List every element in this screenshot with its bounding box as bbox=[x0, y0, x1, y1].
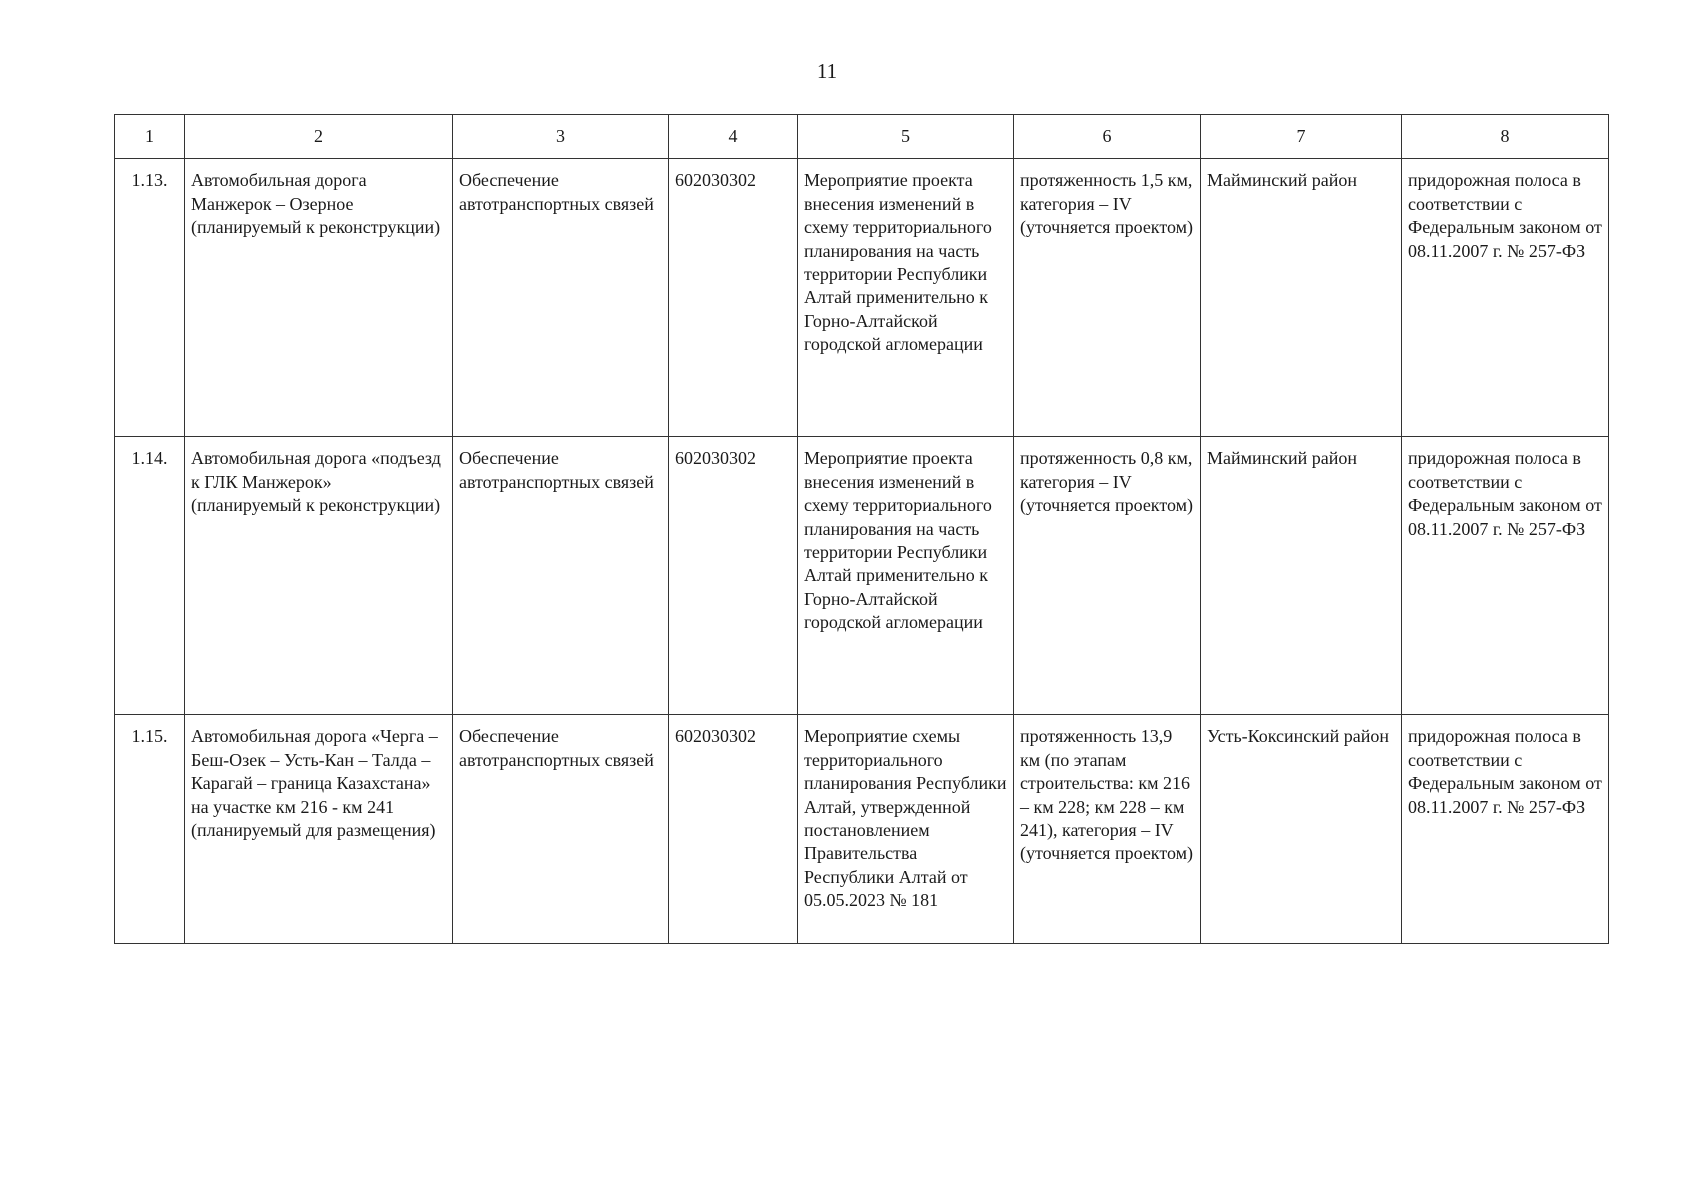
column-header: 2 bbox=[185, 115, 453, 159]
table-row bbox=[115, 437, 1609, 715]
object-name-cell: Автомобильная дорога «Черга – Беш-Озек – Усть-Кан – Талда – Карагай – граница Казахстана» на участке км 216 - км 241 (планируемый для размещения) bbox=[185, 715, 453, 944]
purpose-cell: Обеспечение автотранспортных связей bbox=[453, 715, 669, 944]
code-cell: 602030302 bbox=[669, 159, 798, 437]
table-header-row bbox=[115, 115, 1609, 159]
row-number: 1.15. bbox=[115, 715, 185, 944]
purpose-cell: Обеспечение автотранспортных связей bbox=[453, 437, 669, 715]
table-row bbox=[115, 715, 1609, 944]
characteristics-cell: протяженность 13,9 км (по этапам строительства: км 216 – км 228; км 228 – км 241), категория – IV (уточняется проектом) bbox=[1014, 715, 1201, 944]
column-header: 1 bbox=[115, 115, 185, 159]
purpose-cell: Обеспечение автотранспортных связей bbox=[453, 159, 669, 437]
zone-cell: придорожная полоса в соответствии с Федеральным законом от 08.11.2007 г. № 257-ФЗ bbox=[1402, 159, 1609, 437]
column-header: 5 bbox=[798, 115, 1014, 159]
object-name-cell: Автомобильная дорога «подъезд к ГЛК Манжерок» (планируемый к реконструкции) bbox=[185, 437, 453, 715]
basis-cell: Мероприятие проекта внесения изменений в схему территориального планирования на часть территории Республики Алтай применительно к Горно-Алтайской городской агломерации bbox=[798, 437, 1014, 715]
table-row bbox=[115, 159, 1609, 437]
code-cell: 602030302 bbox=[669, 715, 798, 944]
page-number: 11 bbox=[816, 59, 838, 83]
location-cell: Майминский район bbox=[1201, 437, 1402, 715]
column-header: 3 bbox=[453, 115, 669, 159]
row-number: 1.14. bbox=[115, 437, 185, 715]
code-cell: 602030302 bbox=[669, 437, 798, 715]
column-header: 6 bbox=[1014, 115, 1201, 159]
zone-cell: придорожная полоса в соответствии с Федеральным законом от 08.11.2007 г. № 257-ФЗ bbox=[1402, 715, 1609, 944]
column-header: 7 bbox=[1201, 115, 1402, 159]
location-cell: Усть-Коксинский район bbox=[1201, 715, 1402, 944]
data-table bbox=[114, 114, 1609, 944]
basis-cell: Мероприятие схемы территориального планирования Республики Алтай, утвержденной постановлением Правительства Республики Алтай от 05.05.2023 № 181 bbox=[798, 715, 1014, 944]
object-name-cell: Автомобильная дорога Манжерок – Озерное (планируемый к реконструкции) bbox=[185, 159, 453, 437]
column-header: 8 bbox=[1402, 115, 1609, 159]
column-header: 4 bbox=[669, 115, 798, 159]
location-cell: Майминский район bbox=[1201, 159, 1402, 437]
row-number: 1.13. bbox=[115, 159, 185, 437]
zone-cell: придорожная полоса в соответствии с Федеральным законом от 08.11.2007 г. № 257-ФЗ bbox=[1402, 437, 1609, 715]
characteristics-cell: протяженность 0,8 км, категория – IV (уточняется проектом) bbox=[1014, 437, 1201, 715]
basis-cell: Мероприятие проекта внесения изменений в схему территориального планирования на часть территории Республики Алтай применительно к Горно-Алтайской городской агломерации bbox=[798, 159, 1014, 437]
characteristics-cell: протяженность 1,5 км, категория – IV (уточняется проектом) bbox=[1014, 159, 1201, 437]
